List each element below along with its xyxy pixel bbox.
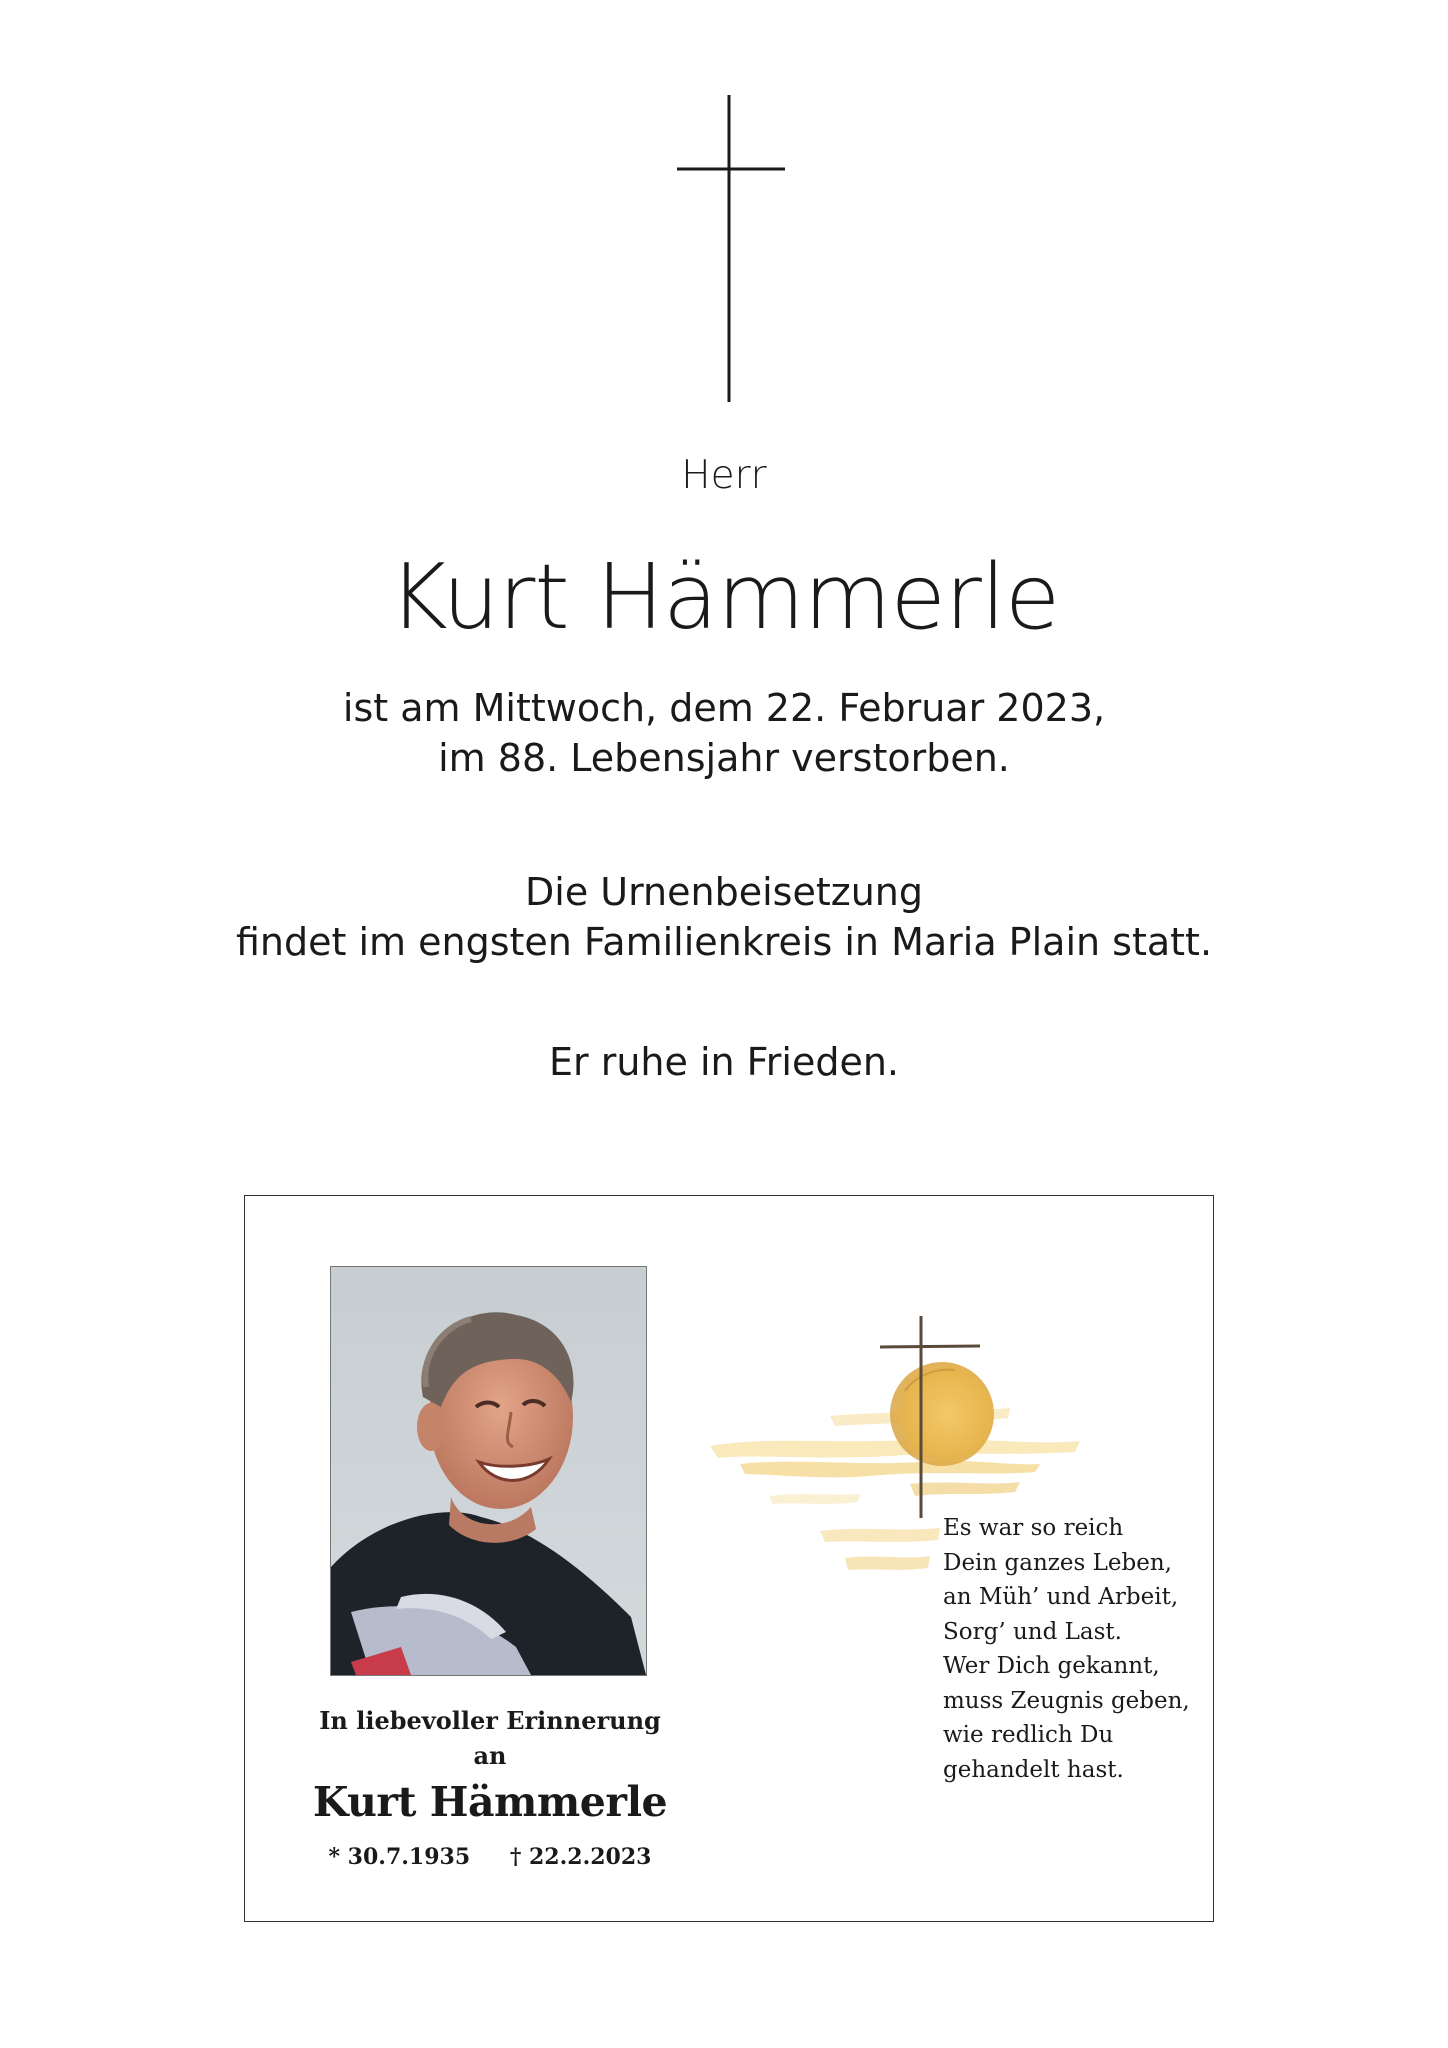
poem-line: wie redlich Du <box>943 1722 1114 1748</box>
cross-icon <box>677 95 785 402</box>
poem-line: Es war so reich <box>943 1515 1124 1541</box>
burial-info-line-2: findet im engsten Familienkreis in Maria Plain statt. <box>235 920 1213 964</box>
poem-line: Wer Dich gekannt, <box>943 1653 1160 1679</box>
closing-line: Er ruhe in Frieden. <box>549 1040 899 1084</box>
poem-line: an Müh’ und Arbeit, <box>943 1584 1179 1610</box>
burial-info-line-1: Die Urnenbeisetzung <box>525 870 923 914</box>
card-dedication-line-1: In liebevoller Erinnerung <box>319 1706 661 1735</box>
poem-line: Sorg’ und Last. <box>943 1618 1122 1645</box>
poem-line: muss Zeugnis geben, <box>943 1687 1190 1714</box>
death-announcement-line-1: ist am Mittwoch, dem 22. Februar 2023, <box>342 686 1106 730</box>
portrait-photo <box>330 1266 647 1676</box>
birth-date: * 30.7.1935 <box>328 1844 471 1870</box>
poem-line: gehandelt hast. <box>943 1756 1124 1783</box>
card-dates <box>305 1844 675 1870</box>
memorial-card <box>244 1195 1214 1922</box>
death-announcement-line-2: im 88. Lebensjahr verstorben. <box>438 736 1010 780</box>
card-deceased-name: Kurt Hämmerle <box>312 1778 668 1826</box>
deceased-name: Kurt Hämmerle <box>388 545 1060 650</box>
poem-line: Dein ganzes Leben, <box>943 1549 1172 1576</box>
salutation: Herr <box>681 453 767 498</box>
portrait-illustration <box>331 1267 646 1675</box>
death-date: † 22.2.2023 <box>509 1844 652 1870</box>
poem <box>943 1511 1208 1787</box>
card-dedication-line-2: an <box>473 1741 507 1770</box>
